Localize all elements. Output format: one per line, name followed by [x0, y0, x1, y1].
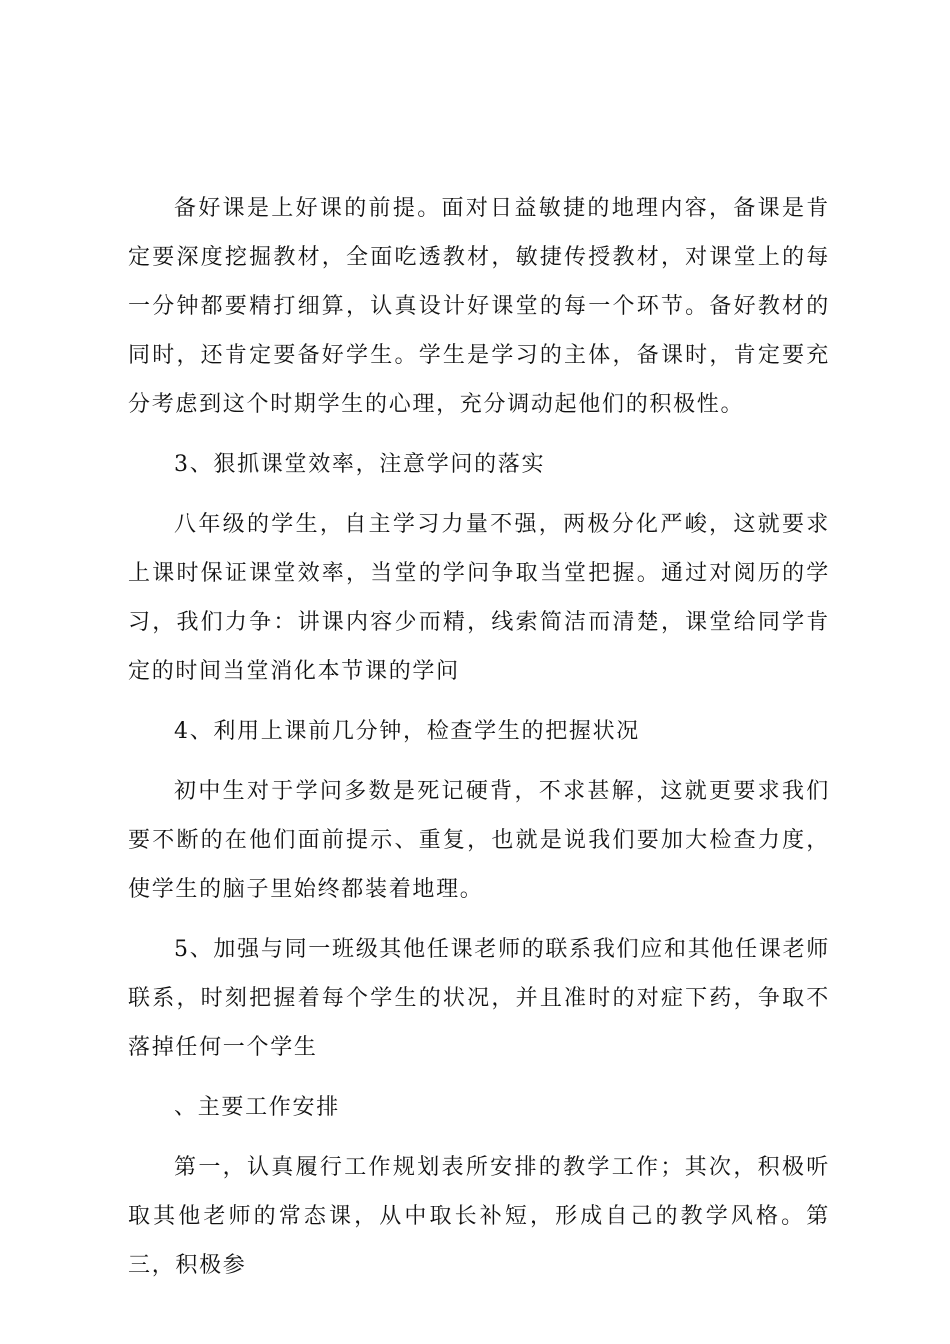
heading-pre-class-check: 4、利用上课前几分钟，检查学生的把握状况 [174, 719, 640, 744]
heading-classroom-efficiency: 3、狠抓课堂效率，注意学问的落实 [174, 452, 546, 477]
document-body [128, 184, 830, 1301]
heading-main-work-arrangement: 、主要工作安排 [174, 1095, 340, 1120]
paragraph-teacher-contact: 5、加强与同一班级其他任课老师的联系我们应和其他任课老师联系，时刻把握着每个学生的状况，并且准时的对症下药，争取不落掉任何一个学生 [128, 937, 830, 1060]
paragraph-classroom-efficiency: 八年级的学生，自主学习力量不强，两极分化严峻，这就要求上课时保证课堂效率，当堂的学问争取当堂把握。通过对阅历的学习，我们力争：讲课内容少而精，线索简洁而清楚，课堂给同学肯定的时间当堂消化本节课的学问 [128, 512, 830, 684]
paragraph-pre-class-check: 初中生对于学问多数是死记硬背，不求甚解，这就更要求我们要不断的在他们面前提示、重复，也就是说我们要加大检查力度，使学生的脑子里始终都装着地理。 [128, 779, 830, 902]
paragraph-work-arrangement: 第一，认真履行工作规划表所安排的教学工作；其次，积极听取其他老师的常态课，从中取长补短，形成自己的教学风格。第三，积极参 [128, 1155, 830, 1278]
paragraph-lesson-preparation: 备好课是上好课的前提。面对日益敏捷的地理内容，备课是肯定要深度挖掘教材，全面吃透教材，敏捷传授教材，对课堂上的每一分钟都要精打细算，认真设计好课堂的每一个环节。备好教材的同时，还肯定要备好学生。学生是学习的主体，备课时，肯定要充分考虑到这个时期学生的心理，充分调动起他们的积极性。 [128, 196, 830, 417]
